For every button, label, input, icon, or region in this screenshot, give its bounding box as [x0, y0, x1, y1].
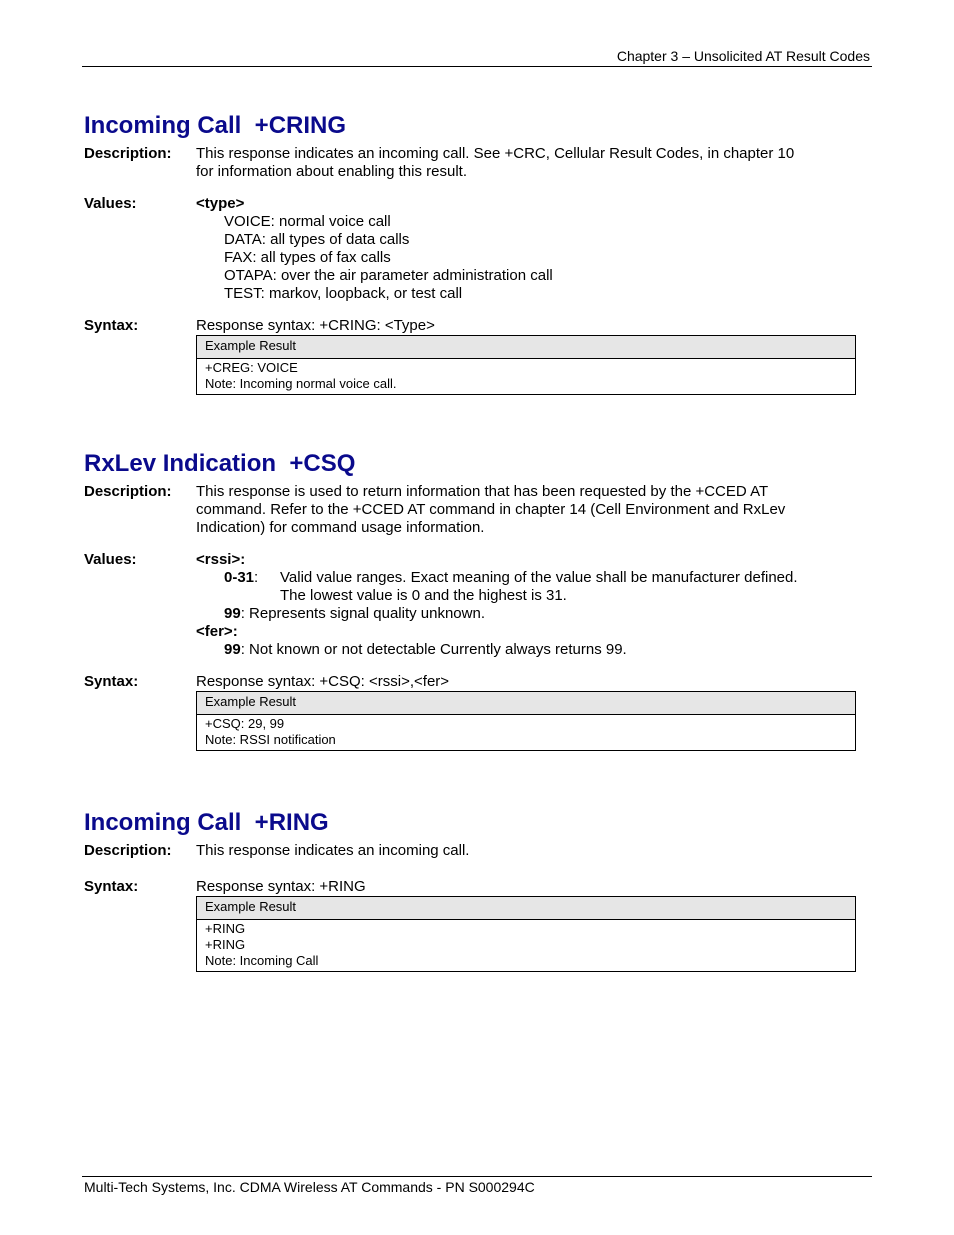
example-header: Example Result [197, 336, 856, 359]
value-item: VOICE: normal voice call [224, 213, 391, 230]
section-ring [84, 808, 856, 972]
example-line: Note: Incoming Call [205, 953, 319, 968]
example-line: Note: Incoming normal voice call. [205, 376, 397, 391]
example-body [197, 359, 856, 395]
description-line: This response indicates an incoming call. [196, 842, 470, 859]
values-label: Values: [84, 551, 137, 568]
value-item: DATA: all types of data calls [224, 231, 410, 248]
syntax-text: Response syntax: +CRING: <Type> [196, 317, 435, 334]
syntax-label: Syntax: [84, 673, 139, 690]
example-line: +RING [205, 937, 246, 952]
example-table [196, 335, 856, 395]
description-row [84, 145, 856, 181]
example-line: Note: RSSI notification [205, 732, 336, 747]
example-line: +CSQ: 29, 99 [205, 716, 285, 731]
example-body [197, 920, 856, 972]
description-line: Indication) for command usage information. [196, 519, 485, 536]
value-key: 99 [224, 605, 241, 622]
syntax-row [84, 673, 856, 691]
example-table [196, 691, 856, 751]
example-header: Example Result [197, 897, 856, 920]
section-title: RxLev Indication +CSQ [84, 450, 356, 477]
syntax-label: Syntax: [84, 878, 139, 895]
section-title: Incoming Call +CRING [84, 112, 347, 139]
value-key: 0-31 [224, 569, 255, 586]
description-line: command. Refer to the +CCED AT command in chapter 14 (Cell Environment and RxLev [196, 501, 786, 518]
footer-rule [82, 1176, 872, 1177]
fer-99-item [196, 641, 856, 659]
param-rssi: <rssi>: [196, 551, 246, 568]
example-line: +RING [205, 921, 246, 936]
values-row [84, 195, 856, 303]
value-text: : Not known or not detectable Currently always returns 99. [240, 641, 627, 658]
values-label: Values: [84, 195, 137, 212]
value-text: The lowest value is 0 and the highest is 31. [280, 587, 567, 604]
rssi-99-item [196, 605, 856, 623]
page-footer: Multi-Tech Systems, Inc. CDMA Wireless AT Commands - PN S000294C [84, 1179, 535, 1195]
description-label: Description: [84, 842, 172, 859]
value-item: OTAPA: over the air parameter administration call [224, 267, 553, 284]
example-body [197, 715, 856, 751]
description-line: This response is used to return information that has been requested by the +CCED AT [196, 483, 769, 500]
section-cring [84, 111, 856, 395]
page-header: Chapter 3 – Unsolicited AT Result Codes [616, 48, 870, 64]
value-key: 99 [224, 641, 241, 658]
section-title: Incoming Call +RING [84, 809, 329, 836]
description-row [84, 842, 856, 860]
syntax-text: Response syntax: +CSQ: <rssi>,<fer> [196, 673, 450, 690]
value-item: FAX: all types of fax calls [224, 249, 391, 266]
values-row [84, 551, 856, 659]
value-sep: : [254, 569, 259, 586]
header-rule [82, 66, 872, 67]
syntax-row [84, 878, 856, 896]
value-text: : Represents signal quality unknown. [240, 605, 485, 622]
syntax-text: Response syntax: +RING [196, 878, 366, 895]
section-csq [84, 449, 856, 751]
description-row [84, 483, 856, 537]
example-header: Example Result [197, 692, 856, 715]
value-item: TEST: markov, loopback, or test call [224, 285, 463, 302]
example-line: +CREG: VOICE [205, 360, 298, 375]
description-line: This response indicates an incoming call. See +CRC, Cellular Result Codes, in chapter 10 [196, 145, 795, 162]
rssi-range-item [196, 569, 856, 605]
description-label: Description: [84, 145, 172, 162]
description-label: Description: [84, 483, 172, 500]
example-table [196, 896, 856, 972]
syntax-row [84, 317, 856, 335]
param-fer: <fer>: [196, 623, 238, 640]
description-line: for information about enabling this result. [196, 163, 467, 180]
param-type: <type> [196, 195, 245, 212]
syntax-label: Syntax: [84, 317, 139, 334]
value-text: Valid value ranges. Exact meaning of the value shall be manufacturer defined. [280, 569, 798, 586]
